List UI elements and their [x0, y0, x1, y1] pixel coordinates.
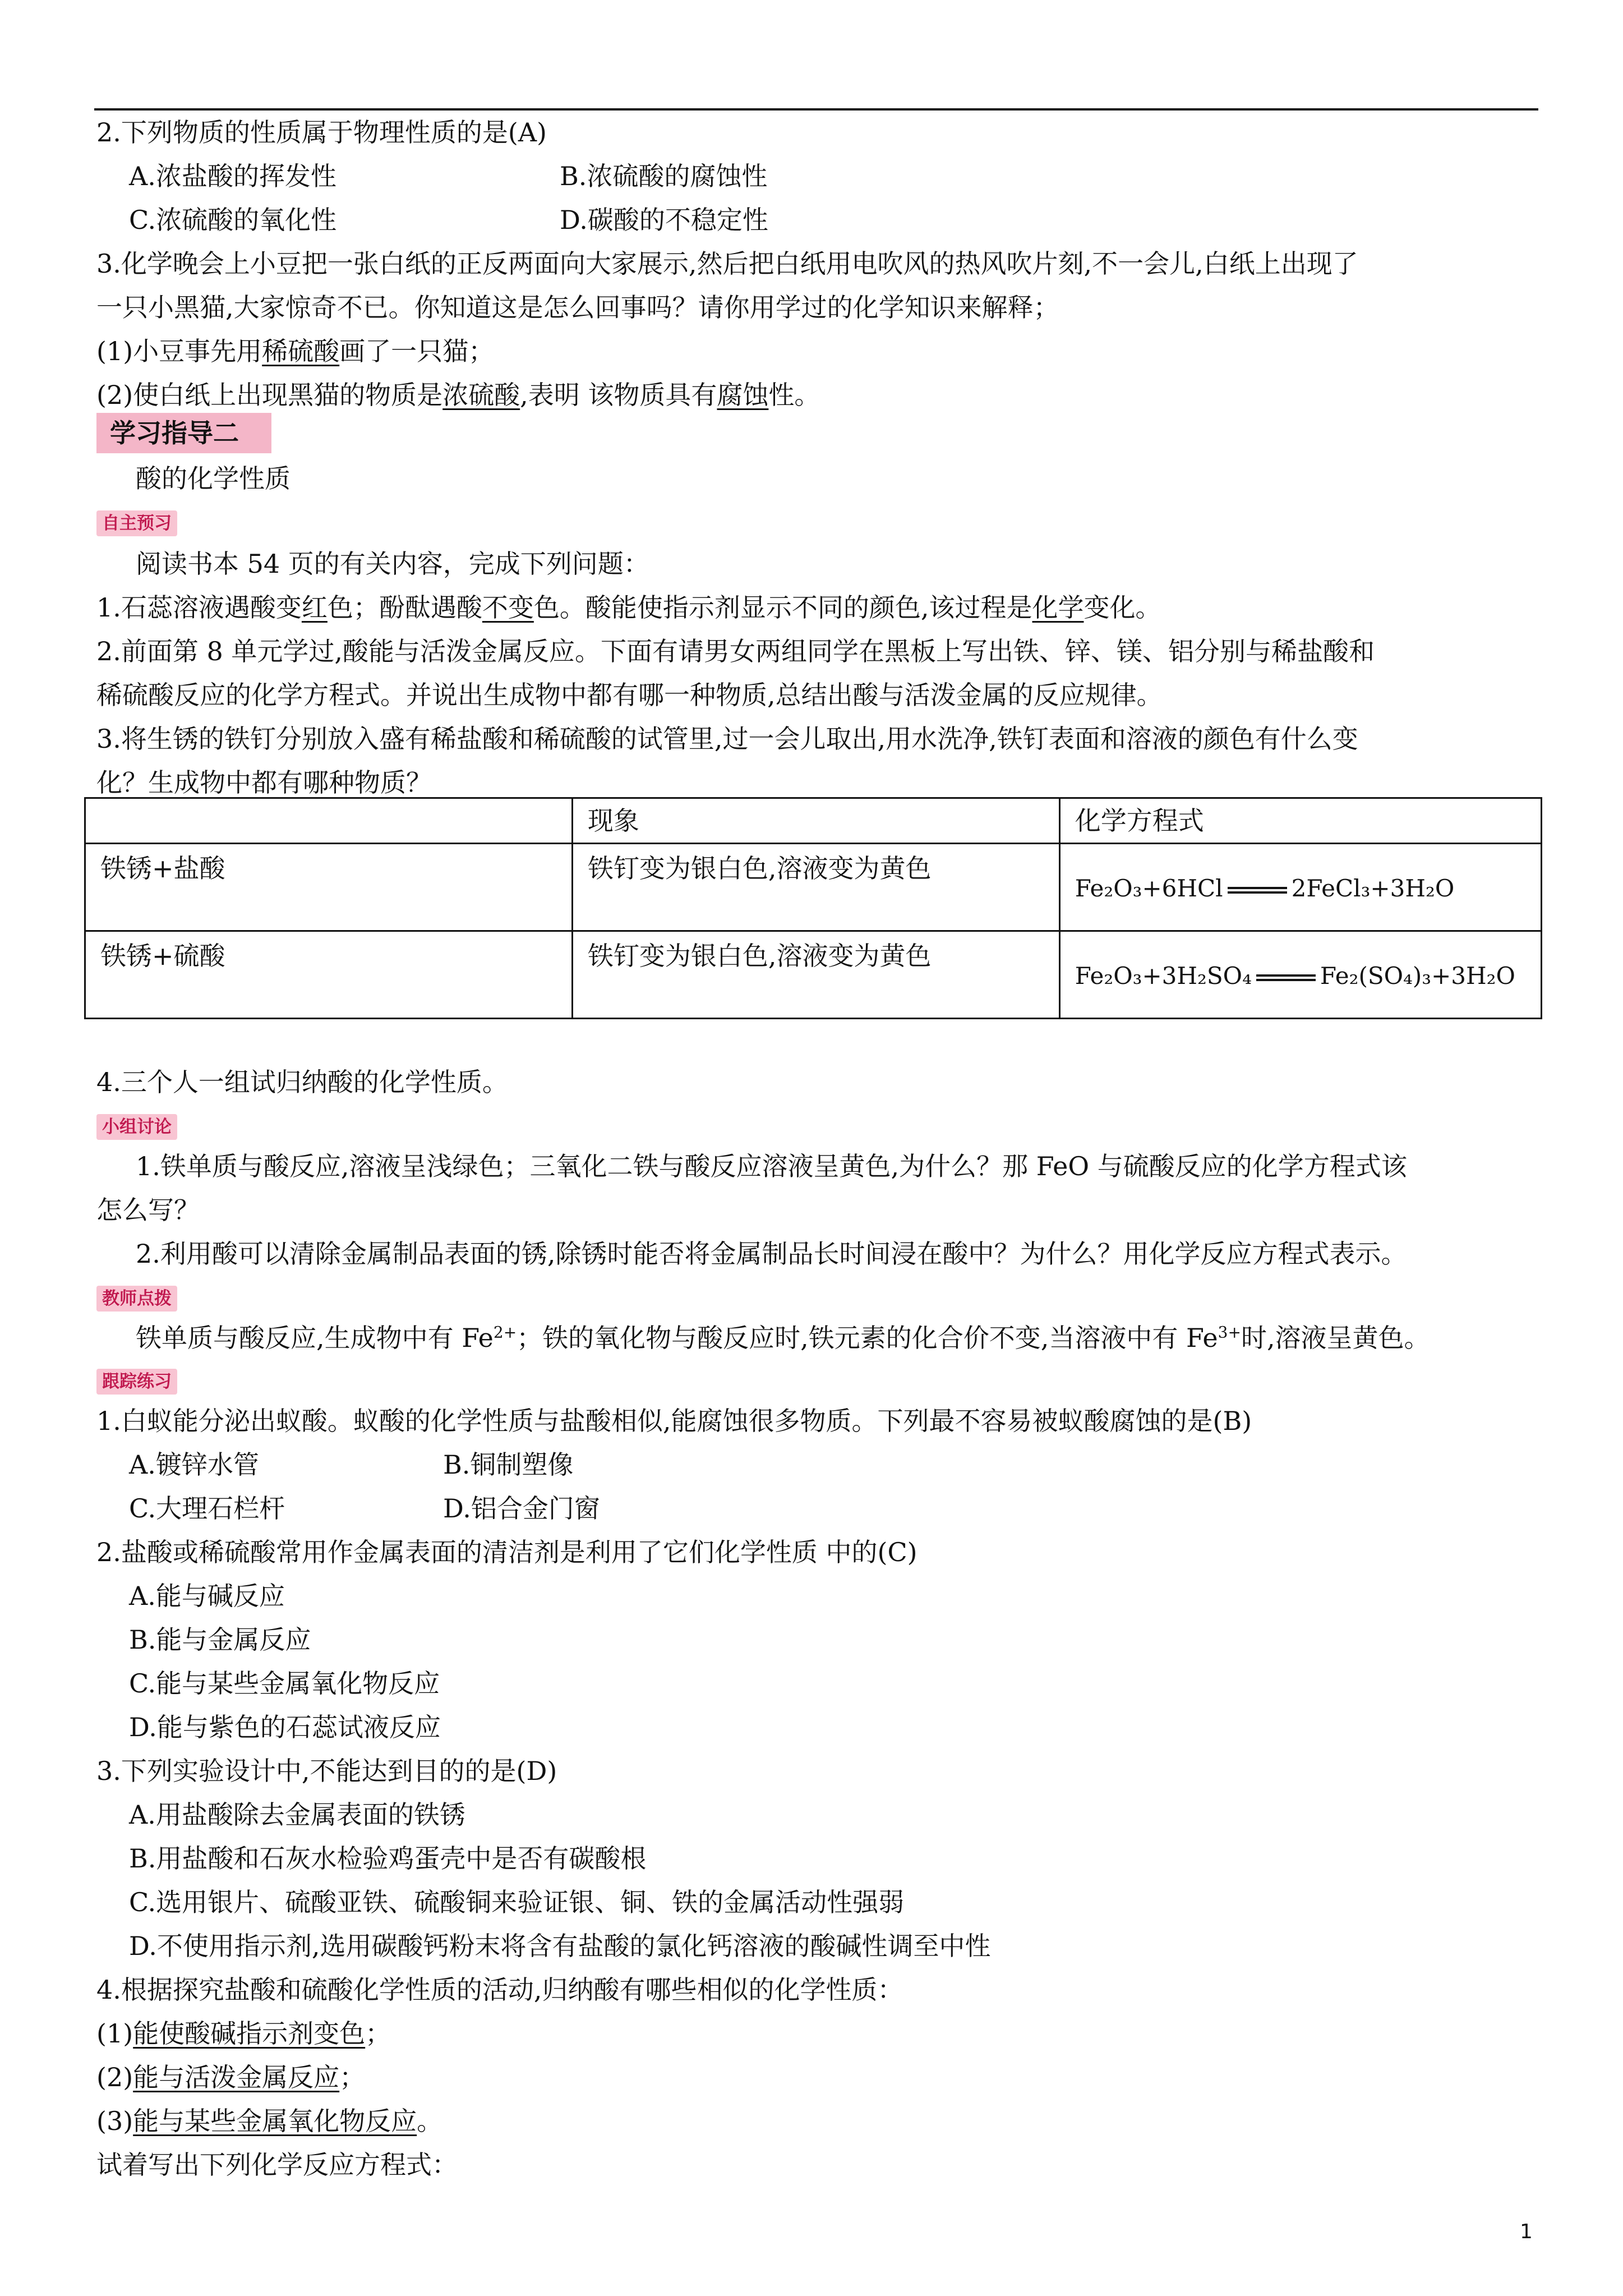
- equals-sign-icon: [1228, 887, 1287, 894]
- equation-rhs: Fe₂(SO₄)₃+3H₂O: [1320, 961, 1515, 990]
- q2-option-a: A.浓盐酸的挥发性: [129, 161, 336, 191]
- answer-text: 能与某些金属氧化物反应: [133, 2106, 417, 2136]
- equation-rhs: 2FeCl₃+3H₂O: [1291, 874, 1455, 902]
- equals-sign-icon: [1256, 974, 1316, 981]
- q3-part2: [96, 373, 820, 417]
- discussion-item2: 2.利用酸可以清除金属制品表面的锈,除锈时能否将金属制品长时间浸在酸中？为什么？用化学反应方程式表示。: [136, 1239, 1407, 1269]
- q3-part1-pre: (1)小豆事先用: [96, 336, 262, 366]
- ion-charge-2plus: 2+: [493, 1323, 517, 1342]
- table-header-phenomenon: 现象: [572, 798, 1059, 844]
- answer-text: 能与活泼金属反应: [133, 2062, 340, 2092]
- answer-number: (2): [96, 2062, 133, 2092]
- preview-item2-line2: 稀硫酸反应的化学方程式。并说出生成物中都有哪一种物质,总结出酸与活泼金属的反应规律。: [96, 680, 1163, 710]
- preview-item3-line1: 3.将生锈的铁钉分别放入盛有稀盐酸和稀硫酸的试管里,过一会儿取出,用水洗净,铁钉表面和溶液的颜色有什么变: [96, 724, 1358, 754]
- preview-item1-text-e: 色。酸能使指示剂显示不同的颜色,该过程是: [533, 592, 1032, 623]
- table-cell-phenomenon: 铁钉变为银白色,溶液变为黄色: [572, 931, 1059, 1019]
- practice-q4-answer3: [96, 2099, 442, 2143]
- q3-part2-mid: ,表明 该物质具有: [520, 380, 717, 410]
- discussion-item1-line2: 怎么写？: [96, 1195, 200, 1225]
- answer-punctuation: 。: [417, 2106, 443, 2136]
- answer-text: 能使酸碱指示剂变色: [133, 2018, 366, 2049]
- table-row: [85, 931, 1542, 1019]
- q3-part1: [96, 329, 494, 373]
- section-subtitle: 酸的化学性质: [136, 463, 291, 494]
- practice-q4-answer1: [96, 2012, 391, 2055]
- practice-q1-option-a: A.镀锌水管: [129, 1450, 259, 1480]
- q3-part2-pre: (2)使白纸上出现黑猫的物质是: [96, 380, 443, 410]
- tag-group-discussion: 小组讨论: [96, 1114, 177, 1140]
- q3-part2-post: 性。: [768, 380, 820, 410]
- table-header-cell: [85, 798, 573, 844]
- teacher-tip-text: [136, 1316, 1430, 1360]
- q2-option-d: D.碳酸的不稳定性: [560, 205, 768, 235]
- answer-punctuation: ；: [339, 2062, 366, 2092]
- practice-q2-option-a: A.能与碱反应: [129, 1581, 285, 1611]
- q2-stem: 2.下列物质的性质属于物理性质的是(A): [96, 117, 547, 148]
- q3-part1-answer: 稀硫酸: [262, 336, 340, 366]
- section-banner: 学习指导二: [96, 413, 271, 453]
- practice-q3-option-a: A.用盐酸除去金属表面的铁锈: [129, 1800, 465, 1830]
- practice-q3: 3.下列实验设计中,不能达到目的的是(D): [96, 1756, 557, 1786]
- preview-item4: 4.三个人一组试归纳酸的化学性质。: [96, 1067, 508, 1097]
- table-cell-equation: [1059, 844, 1541, 931]
- table-cell-equation: [1059, 931, 1541, 1019]
- teacher-tip-part-a: 铁单质与酸反应,生成物中有 Fe: [136, 1323, 494, 1353]
- preview-item1-answer-chemical: 化学: [1032, 592, 1084, 623]
- preview-item1-answer-red: 红: [301, 592, 328, 623]
- ion-charge-3plus: 3+: [1218, 1323, 1241, 1342]
- preview-item2-line1: 2.前面第 8 单元学过,酸能与活泼金属反应。下面有请男女两组同学在黑板上写出铁、锌、镁、铝分别与稀盐酸和: [96, 636, 1375, 666]
- preview-item1: [96, 586, 1161, 629]
- practice-q1-option-c: C.大理石栏杆: [129, 1493, 285, 1524]
- answer-number: (1): [96, 2018, 133, 2049]
- reaction-table: [84, 797, 1542, 1019]
- practice-q4: 4.根据探究盐酸和硫酸化学性质的活动,归纳酸有哪些相似的化学性质：: [96, 1975, 903, 2005]
- table-header-equation: 化学方程式: [1059, 798, 1541, 844]
- q3-part2-answer1: 浓硫酸: [442, 380, 520, 410]
- q3-part1-post: 画了一只猫；: [339, 336, 495, 366]
- practice-q1: 1.白蚁能分泌出蚁酸。蚁酸的化学性质与盐酸相似,能腐蚀很多物质。下列最不容易被蚁酸腐蚀的是(B): [96, 1406, 1252, 1436]
- tag-teacher-tips: 教师点拨: [96, 1286, 177, 1312]
- table-cell-reactants: 铁锈+硫酸: [85, 931, 573, 1019]
- q3-part2-answer2: 腐蚀: [717, 380, 769, 410]
- preview-item1-text-g: 变化。: [1083, 592, 1161, 623]
- practice-q3-option-d: D.不使用指示剂,选用碳酸钙粉末将含有盐酸的氯化钙溶液的酸碱性调至中性: [129, 1931, 991, 1961]
- preview-intro: 阅读书本 54 页的有关内容，完成下列问题：: [136, 549, 649, 579]
- preview-item1-text-c: 色；酚酞遇酸: [327, 592, 482, 623]
- practice-q1-option-d: D.铝合金门窗: [443, 1493, 600, 1524]
- practice-q5: 试着写出下列化学反应方程式：: [96, 2150, 458, 2180]
- q2-option-c: C.浓硫酸的氧化性: [129, 205, 337, 235]
- discussion-item1-line1: 1.铁单质与酸反应,溶液呈浅绿色；三氧化二铁与酸反应溶液呈黄色,为什么？那 FeO 与硫酸反应的化学方程式该: [136, 1151, 1407, 1181]
- q2-option-b: B.浓硫酸的腐蚀性: [560, 161, 768, 191]
- preview-item1-text-a: 1.石蕊溶液遇酸变: [96, 592, 302, 623]
- practice-q2-option-b: B.能与金属反应: [129, 1625, 311, 1655]
- q3-stem-line2: 一只小黑猫,大家惊奇不已。你知道这是怎么回事吗？请你用学过的化学知识来解释；: [96, 292, 1059, 323]
- practice-q2-option-d: D.能与紫色的石蕊试液反应: [129, 1712, 441, 1742]
- practice-q1-option-b: B.铜制塑像: [443, 1450, 574, 1480]
- answer-punctuation: ；: [365, 2018, 391, 2049]
- answer-number: (3): [96, 2106, 133, 2136]
- tag-self-preview: 自主预习: [96, 510, 177, 536]
- table-cell-phenomenon: 铁钉变为银白色,溶液变为黄色: [572, 844, 1059, 931]
- equation-lhs: Fe₂O₃+3H₂SO₄: [1075, 961, 1252, 990]
- practice-q2: 2.盐酸或稀硫酸常用作金属表面的清洁剂是利用了它们化学性质 中的(C): [96, 1537, 917, 1567]
- tag-practice: 跟踪练习: [96, 1369, 177, 1395]
- preview-item3-line2: 化？生成物中都有哪种物质？: [96, 767, 432, 798]
- q3-stem-line1: 3.化学晚会上小豆把一张白纸的正反两面向大家展示,然后把白纸用电吹风的热风吹片刻,不一会儿,白纸上出现了: [96, 249, 1358, 279]
- table-header-row: [85, 798, 1542, 844]
- table-cell-reactants: 铁锈+盐酸: [85, 844, 573, 931]
- page-number: 1: [1520, 2220, 1533, 2243]
- practice-q4-answer2: [96, 2055, 365, 2099]
- preview-item1-answer-nochange: 不变: [482, 592, 534, 623]
- practice-q3-option-b: B.用盐酸和石灰水检验鸡蛋壳中是否有碳酸根: [129, 1843, 647, 1874]
- teacher-tip-part-b: ；铁的氧化物与酸反应时,铁元素的化合价不变,当溶液中有 Fe: [517, 1323, 1218, 1353]
- table-row: [85, 844, 1542, 931]
- equation-lhs: Fe₂O₃+6HCl: [1075, 874, 1223, 902]
- practice-q2-option-c: C.能与某些金属氧化物反应: [129, 1668, 440, 1699]
- practice-q3-option-c: C.选用银片、硫酸亚铁、硫酸铜来验证银、铜、铁的金属活动性强弱: [129, 1887, 905, 1917]
- teacher-tip-part-c: 时,溶液呈黄色。: [1241, 1323, 1430, 1353]
